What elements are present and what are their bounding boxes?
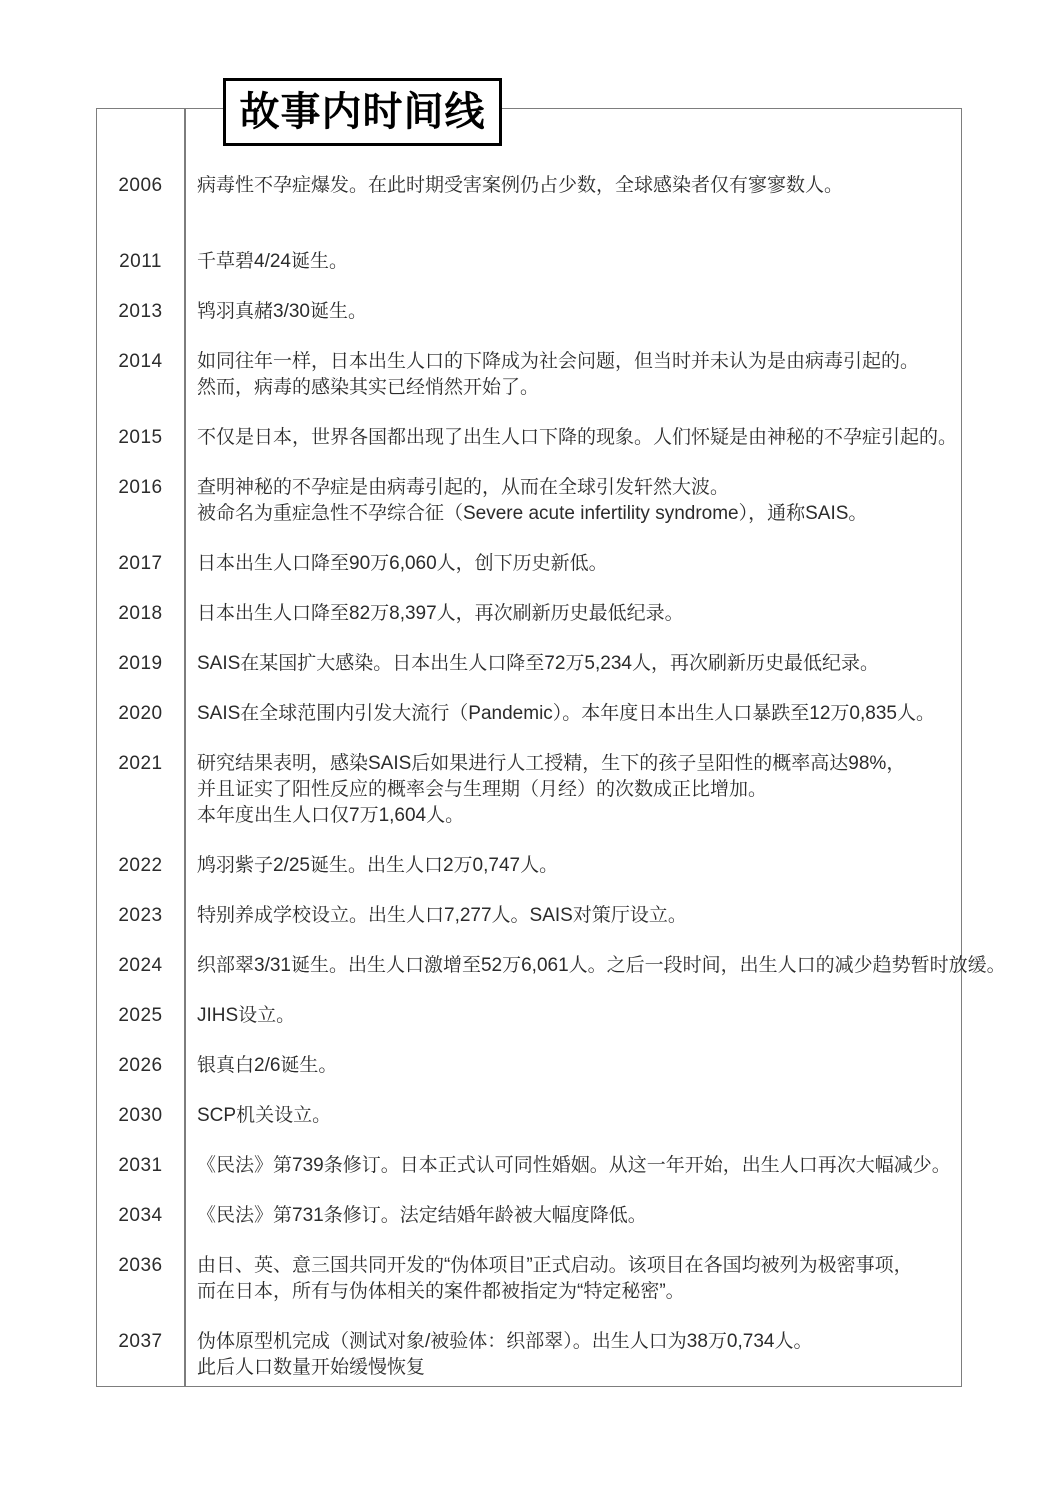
timeline-description-line: 此后人口数量开始缓慢恢复 (197, 1357, 426, 1378)
timeline-description-line: 伪体原型机完成（测试对象/被验体：织部翠）。出生人口为38万0,734人。 (197, 1331, 813, 1352)
timeline-description-line: 病毒性不孕症爆发。在此时期受害案例仍占少数，全球感染者仅有寥寥数人。 (197, 175, 844, 196)
title-box (223, 78, 502, 146)
timeline-description (184, 1203, 961, 1229)
timeline-year: 2023 (118, 905, 163, 926)
timeline-description (184, 1103, 961, 1129)
timeline-entry (97, 1053, 961, 1079)
timeline-entry (97, 349, 961, 401)
timeline-year: 2026 (118, 1055, 163, 1076)
timeline-description (184, 1329, 961, 1381)
timeline-year: 2015 (118, 427, 163, 448)
timeline-description-line: 《民法》第731条修订。法定结婚年龄被大幅度降低。 (197, 1205, 647, 1226)
timeline-entry (97, 953, 1006, 979)
timeline-year: 2025 (118, 1005, 163, 1026)
timeline-table (96, 108, 1006, 1387)
timeline-entry (97, 173, 961, 199)
timeline-entry (97, 601, 961, 627)
timeline-entry (97, 1203, 961, 1229)
timeline-entry (97, 751, 961, 829)
timeline-entry (97, 475, 961, 527)
timeline-description (184, 601, 961, 627)
timeline-description-line: 日本出生人口降至90万6,060人，创下历史新低。 (197, 553, 608, 574)
timeline-year: 2006 (118, 175, 163, 196)
timeline-year: 2019 (118, 653, 163, 674)
timeline-entry (97, 1253, 961, 1305)
timeline-description-line: 银真白2/6诞生。 (197, 1055, 338, 1076)
timeline-entry (97, 1103, 961, 1129)
timeline-year: 2034 (118, 1205, 163, 1226)
timeline-description (184, 651, 961, 677)
timeline-description (184, 1053, 961, 1079)
timeline-year: 2020 (118, 703, 163, 724)
timeline-description-line: 鸨羽真赭3/30诞生。 (197, 301, 367, 322)
timeline-description (184, 425, 965, 451)
timeline-entry (97, 551, 961, 577)
timeline-description (184, 953, 1014, 979)
timeline-entry (97, 853, 961, 879)
timeline-year: 2036 (118, 1255, 163, 1276)
timeline-description-line: JIHS设立。 (197, 1005, 296, 1026)
timeline-description-line: 并且证实了阳性反应的概率会与生理期（月经）的次数成正比增加。 (197, 779, 768, 800)
timeline-description-line: 由日、英、意三国共同开发的“伪体项目”正式启动。该项目在各国均被列为极密事项， (197, 1255, 913, 1276)
timeline-entry (97, 249, 961, 275)
timeline-description (184, 299, 961, 325)
timeline-description (184, 1153, 961, 1179)
timeline-year: 2016 (118, 477, 163, 498)
timeline-entry (97, 425, 961, 451)
timeline-description-line: SAIS在全球范围内引发大流行（Pandemic）。本年度日本出生人口暴跌至12万0,835人。 (197, 703, 935, 724)
timeline-year: 2011 (119, 251, 162, 272)
timeline-description-line: 然而，病毒的感染其实已经悄然开始了。 (197, 377, 540, 398)
timeline-year: 2030 (118, 1105, 163, 1126)
timeline-entry (97, 903, 961, 929)
timeline-description-line: 织部翠3/31诞生。出生人口激增至52万6,061人。之后一段时间，出生人口的减少趋势暂时放缓。 (197, 955, 1006, 976)
timeline-year: 2013 (118, 301, 163, 322)
timeline-description (184, 853, 961, 879)
timeline-description-line: 鸠羽紫子2/25诞生。出生人口2万0,747人。 (197, 855, 559, 876)
timeline-description-line: 日本出生人口降至82万8,397人，再次刷新历史最低纪录。 (197, 603, 684, 624)
timeline-description-line: 被命名为重症急性不孕综合征（Severe acute infertility syndrome），通称SAIS。 (197, 503, 868, 524)
timeline-entry (97, 1153, 961, 1179)
timeline-description (184, 1253, 961, 1305)
timeline-entry (97, 651, 961, 677)
timeline-description-line: 不仅是日本，世界各国都出现了出生人口下降的现象。人们怀疑是由神秘的不孕症引起的。 (197, 427, 958, 448)
timeline-description-line: 《民法》第739条修订。日本正式认可同性婚姻。从这一年开始，出生人口再次大幅减少。 (197, 1155, 951, 1176)
timeline-description (184, 751, 961, 829)
timeline-description-line: 千草碧4/24诞生。 (197, 251, 348, 272)
timeline-description (184, 701, 961, 727)
timeline-description-line: SAIS在某国扩大感染。日本出生人口降至72万5,234人，再次刷新历史最低纪录。 (197, 653, 879, 674)
timeline-year: 2021 (118, 753, 163, 774)
timeline-year: 2024 (118, 955, 163, 976)
timeline-description (184, 1003, 961, 1029)
timeline-year: 2037 (118, 1331, 163, 1352)
timeline-entry (97, 701, 961, 727)
timeline-rows (97, 109, 1006, 1405)
timeline-year: 2022 (118, 855, 163, 876)
timeline-description-line: 特别养成学校设立。出生人口7,277人。SAIS对策厅设立。 (197, 905, 687, 926)
timeline-description-line: 如同往年一样，日本出生人口的下降成为社会问题，但当时并未认为是由病毒引起的。 (197, 351, 920, 372)
timeline-description-line: 查明神秘的不孕症是由病毒引起的，从而在全球引发轩然大波。 (197, 477, 730, 498)
timeline-description (184, 349, 961, 401)
page-title: 故事内时间线 (239, 90, 486, 134)
timeline-description-line: 研究结果表明，感染SAIS后如果进行人工授精，生下的孩子呈阳性的概率高达98%， (197, 753, 906, 774)
timeline-year: 2017 (118, 553, 163, 574)
timeline-year: 2031 (118, 1155, 163, 1176)
timeline-year: 2018 (118, 603, 163, 624)
timeline-description (184, 551, 961, 577)
timeline-description-line: 而在日本，所有与伪体相关的案件都被指定为“特定秘密”。 (197, 1281, 685, 1302)
timeline-entry (97, 1329, 961, 1381)
timeline-description-line: 本年度出生人口仅7万1,604人。 (197, 805, 465, 826)
timeline-description (184, 903, 961, 929)
timeline-year: 2014 (118, 351, 163, 372)
timeline-entry (97, 299, 961, 325)
timeline-description (184, 249, 961, 275)
timeline-description-line: SCP机关设立。 (197, 1105, 332, 1126)
timeline-description (184, 475, 961, 527)
timeline-description (184, 173, 961, 199)
timeline-entry (97, 1003, 961, 1029)
